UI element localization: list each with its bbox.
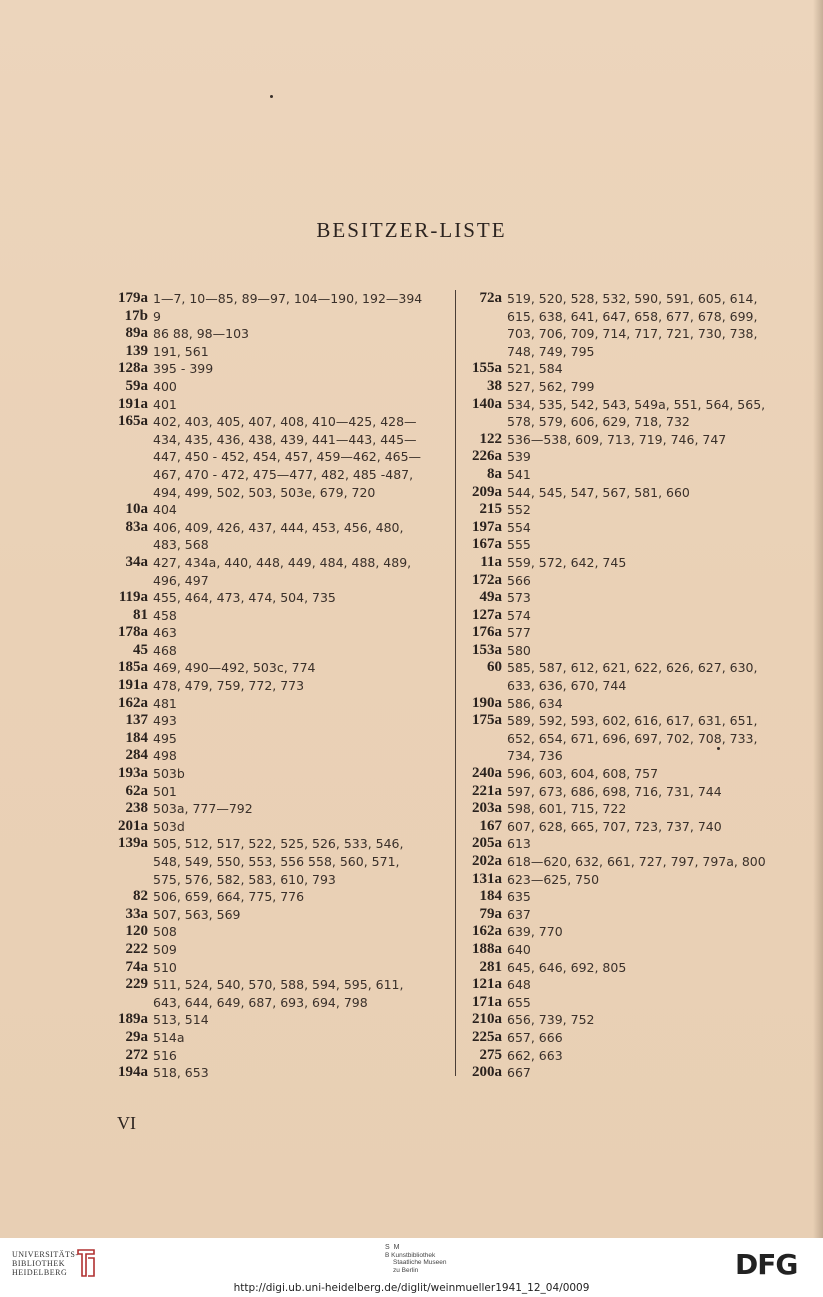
lot-numbers: 585, 587, 612, 621, 622, 626, 627, 630, 633, 636, 670, 744 (507, 660, 758, 694)
owner-entry (112, 1064, 437, 1082)
lot-numbers: 506, 659, 664, 775, 776 (153, 889, 305, 905)
lot-numbers: 402, 403, 405, 407, 408, 410—425, 428— 434, 435, 436, 438, 439, 441—443, 445— 447, 450 - 452, 454, 457, 459—462, 465— 467, 470 - 472, 475—477, 482, 485 -487, 494, 499, 502, 503, 503e, 679, 720 (153, 414, 422, 500)
lot-numbers: 513, 514 (153, 1012, 209, 1028)
owner-number: 79a (479, 905, 502, 922)
owner-entry (466, 1047, 786, 1065)
lot-numbers: 395 - 399 (153, 361, 214, 377)
owner-number: 122 (479, 430, 502, 447)
lot-numbers: 596, 603, 604, 608, 757 (507, 766, 659, 782)
lot-numbers: 455, 464, 473, 474, 504, 735 (153, 590, 336, 606)
owner-number: 221a (472, 782, 502, 799)
owner-entry (466, 783, 786, 801)
owner-number: 62a (125, 782, 148, 799)
owner-number: 34a (125, 553, 148, 570)
owner-number: 272 (125, 1046, 148, 1063)
owner-entry (112, 413, 437, 501)
lot-numbers: 573 (507, 590, 531, 606)
owner-entry (112, 659, 437, 677)
owner-number: 172a (472, 571, 502, 588)
owner-number: 275 (479, 1046, 502, 1063)
lot-numbers: 516 (153, 1047, 177, 1063)
lot-numbers: 623—625, 750 (507, 871, 600, 887)
owner-number: 201a (118, 817, 148, 834)
lot-numbers: 493 (153, 713, 177, 729)
owner-entry (112, 941, 437, 959)
owner-number: 29a (125, 1028, 148, 1045)
owner-number: 240a (472, 765, 502, 782)
owner-entry (112, 959, 437, 977)
owner-number: 162a (472, 923, 502, 940)
owner-entry (466, 1011, 786, 1029)
owner-entry (466, 484, 786, 502)
owner-number: 38 (487, 377, 502, 394)
owner-entry (112, 730, 437, 748)
lot-numbers: 481 (153, 695, 177, 711)
owner-number: 59a (125, 377, 148, 394)
lot-numbers: 555 (507, 537, 531, 553)
owner-entry (466, 554, 786, 572)
lot-numbers: 598, 601, 715, 722 (507, 801, 627, 817)
lot-numbers: 503b (153, 766, 185, 782)
owner-entry (112, 1029, 437, 1047)
lot-numbers: 657, 666 (507, 1029, 563, 1045)
owner-entry (466, 396, 786, 431)
source-url[interactable]: http://digi.ub.uni-heidelberg.de/diglit/weinmueller1941_12_04/0009 (233, 1282, 590, 1294)
lot-numbers: 635 (507, 889, 531, 905)
column-divider (455, 290, 456, 1076)
lot-numbers: 574 (507, 607, 531, 623)
owner-entry (466, 519, 786, 537)
lot-numbers: 534, 535, 542, 543, 549a, 551, 564, 565, 578, 579, 606, 629, 718, 732 (507, 396, 766, 430)
owner-number: 139a (118, 835, 148, 852)
smb-line: zu Berlin (393, 1266, 419, 1274)
owner-number: 202a (472, 853, 502, 869)
lot-numbers: 401 (153, 396, 177, 412)
owner-number: 155a (472, 360, 502, 377)
dfg-logo: DFG (735, 1248, 798, 1281)
owner-entry (112, 976, 437, 1011)
digitization-footer (0, 1238, 823, 1297)
owner-entry (466, 536, 786, 554)
owner-entry (112, 642, 437, 660)
owner-number: 83a (125, 518, 148, 535)
owner-number: 222 (125, 940, 148, 957)
owner-number: 284 (125, 747, 148, 764)
page-number: VI (117, 1113, 136, 1133)
lot-numbers: 458 (153, 607, 177, 623)
lot-numbers: 544, 545, 547, 567, 581, 660 (507, 484, 690, 500)
owner-entry (466, 1029, 786, 1047)
owner-entry (466, 871, 786, 889)
lot-numbers: 404 (153, 502, 177, 518)
owner-entry (466, 589, 786, 607)
owner-entry (466, 853, 786, 871)
owner-number: 10a (125, 501, 148, 518)
owner-number: 189a (118, 1011, 148, 1028)
owner-number: 200a (472, 1064, 502, 1081)
owner-entry (112, 396, 437, 414)
lot-numbers: 86 88, 98—103 (153, 326, 249, 342)
owner-number: 137 (125, 712, 148, 729)
owner-number: 191a (118, 395, 148, 412)
owner-entry (112, 607, 437, 625)
owner-entry (112, 624, 437, 642)
owner-number: 203a (472, 800, 502, 817)
owner-entry (112, 677, 437, 695)
lot-numbers: 607, 628, 665, 707, 723, 737, 740 (507, 818, 722, 834)
lot-numbers: 469, 490—492, 503c, 774 (153, 660, 316, 676)
university-logo-icon (74, 1246, 98, 1280)
lot-numbers: 511, 524, 540, 570, 588, 594, 595, 611, 643, 644, 649, 687, 693, 694, 798 (153, 977, 404, 1010)
owner-entry (466, 501, 786, 519)
owner-number: 193a (118, 765, 148, 782)
owner-number: 60 (487, 659, 502, 676)
owner-entry (112, 290, 437, 308)
lot-numbers: 618—620, 632, 661, 727, 797, 797a, 800 (507, 854, 766, 869)
lot-numbers: 552 (507, 502, 531, 518)
owner-number: 281 (479, 958, 502, 975)
smb-mark: S M (385, 1244, 401, 1251)
lot-numbers: 503d (153, 818, 185, 834)
lot-numbers: 509 (153, 941, 177, 957)
owner-entry (112, 906, 437, 924)
owner-entry (112, 747, 437, 765)
lot-numbers: 637 (507, 906, 531, 922)
owner-entry (112, 765, 437, 783)
owner-number: 205a (472, 835, 502, 852)
owner-number: 190a (472, 694, 502, 711)
owner-entry (112, 589, 437, 607)
owner-entry (466, 642, 786, 660)
owner-number: 185a (118, 659, 148, 676)
owner-entry (112, 1011, 437, 1029)
speck (270, 95, 273, 98)
owner-number: 8a (487, 465, 502, 482)
owner-number: 140a (472, 395, 502, 412)
owner-number: 131a (472, 870, 502, 887)
owner-number: 178a (118, 624, 148, 641)
university-line: BIBLIOTHEK (12, 1259, 65, 1268)
owner-number: 167a (472, 536, 502, 553)
lot-numbers: 468 (153, 642, 177, 658)
owner-entry (466, 466, 786, 484)
smb-line: B Kunstbibliothek (385, 1251, 436, 1259)
page-edge-shadow (813, 0, 823, 1238)
owner-number: 175a (472, 712, 502, 729)
owner-entry (112, 519, 437, 554)
owner-number: 74a (125, 958, 148, 975)
lot-numbers: 541 (507, 466, 531, 482)
owner-number: 176a (472, 624, 502, 641)
owner-number: 45 (133, 641, 148, 658)
owner-entry (466, 659, 786, 694)
owner-number: 194a (118, 1064, 148, 1081)
owner-entry (466, 906, 786, 924)
lot-numbers: 191, 561 (153, 343, 209, 359)
lot-numbers: 521, 584 (507, 361, 563, 377)
university-line: UNIVERSITÄTS- (12, 1250, 79, 1259)
owner-number: 184 (479, 888, 502, 905)
lot-numbers: 580 (507, 642, 531, 658)
lot-numbers: 667 (507, 1065, 531, 1081)
lot-numbers: 1—7, 10—85, 89—97, 104—190, 192—394 (153, 291, 423, 306)
owner-entry (112, 343, 437, 361)
owner-entry (112, 888, 437, 906)
owner-entry (466, 818, 786, 836)
lot-numbers: 427, 434a, 440, 448, 449, 484, 488, 489, 496, 497 (153, 554, 412, 588)
owner-number: 191a (118, 677, 148, 694)
lot-numbers: 527, 562, 799 (507, 378, 595, 394)
owner-number: 139 (125, 342, 148, 359)
owner-number: 120 (125, 923, 148, 940)
smb-line: Staatliche Museen (393, 1259, 447, 1266)
owner-number: 128a (118, 360, 148, 377)
lot-numbers: 9 (153, 308, 161, 324)
lot-numbers: 613 (507, 836, 531, 852)
owner-entry (112, 1047, 437, 1065)
owner-entry (112, 325, 437, 343)
owner-entry (466, 888, 786, 906)
owner-number: 184 (125, 729, 148, 746)
lot-numbers: 639, 770 (507, 924, 563, 940)
owner-number: 127a (472, 606, 502, 623)
owner-number: 72a (479, 290, 502, 306)
lot-numbers: 554 (507, 519, 531, 535)
lot-numbers: 662, 663 (507, 1047, 563, 1063)
owner-entry (466, 431, 786, 449)
smb-kunstbibliothek-label (385, 1244, 446, 1274)
lot-numbers: 586, 634 (507, 695, 563, 711)
lot-numbers: 400 (153, 378, 177, 394)
owner-number: 238 (125, 800, 148, 817)
lot-numbers: 508 (153, 924, 177, 940)
owner-entry (466, 290, 786, 360)
owner-number: 82 (133, 888, 148, 905)
lot-numbers: 539 (507, 449, 531, 465)
owner-entry (112, 800, 437, 818)
owner-number: 225a (472, 1028, 502, 1045)
owner-number: 81 (133, 606, 148, 623)
owner-number: 179a (118, 290, 148, 306)
owner-number: 210a (472, 1011, 502, 1028)
lot-numbers: 501 (153, 783, 177, 799)
lot-numbers: 536—538, 609, 713, 719, 746, 747 (507, 431, 727, 447)
owner-number: 197a (472, 518, 502, 535)
owner-number: 153a (472, 641, 502, 658)
lot-numbers: 519, 520, 528, 532, 590, 591, 605, 614, 615, 638, 641, 647, 658, 677, 678, 699, 703, 706, 709, 714, 717, 721, 730, 738, 748, 749, 795 (507, 291, 758, 359)
owner-entry (466, 1064, 786, 1082)
owner-entry (466, 800, 786, 818)
owner-entry (466, 976, 786, 994)
lot-numbers: 507, 563, 569 (153, 906, 241, 922)
owner-entry (112, 554, 437, 589)
owner-entry (466, 941, 786, 959)
owner-number: 17b (124, 307, 148, 324)
owner-entry (112, 378, 437, 396)
lot-numbers: 645, 646, 692, 805 (507, 959, 627, 975)
owner-list-right-column (466, 290, 786, 1082)
owner-entry (112, 818, 437, 836)
owner-entry (112, 712, 437, 730)
owner-entry (466, 923, 786, 941)
owner-number: 119a (118, 589, 148, 606)
owner-number: 121a (472, 976, 502, 993)
owner-entry (466, 712, 786, 765)
owner-entry (466, 994, 786, 1012)
owner-number: 167 (479, 817, 502, 834)
owner-number: 33a (125, 905, 148, 922)
lot-numbers: 510 (153, 959, 177, 975)
owner-number: 215 (479, 501, 502, 518)
lot-numbers: 648 (507, 977, 531, 993)
owner-entry (466, 572, 786, 590)
owner-number: 226a (472, 448, 502, 465)
lot-numbers: 589, 592, 593, 602, 616, 617, 631, 651, 652, 654, 671, 696, 697, 702, 708, 733, 734, 736 (507, 713, 758, 764)
lot-numbers: 559, 572, 642, 745 (507, 554, 627, 570)
lot-numbers: 656, 739, 752 (507, 1012, 595, 1028)
university-line: HEIDELBERG (12, 1268, 68, 1277)
owner-entry (466, 835, 786, 853)
lot-numbers: 597, 673, 686, 698, 716, 731, 744 (507, 783, 722, 799)
owner-entry (466, 378, 786, 396)
owner-entry (466, 448, 786, 466)
lot-numbers: 514a (153, 1029, 185, 1045)
owner-number: 89a (125, 325, 148, 342)
owner-entry (112, 695, 437, 713)
lot-numbers: 518, 653 (153, 1065, 209, 1081)
lot-numbers: 655 (507, 994, 531, 1010)
owner-entry (112, 308, 437, 326)
lot-numbers: 577 (507, 625, 531, 641)
owner-number: 188a (472, 940, 502, 957)
lot-numbers: 566 (507, 572, 531, 588)
owner-entry (466, 360, 786, 378)
lot-numbers: 505, 512, 517, 522, 525, 526, 533, 546, 548, 549, 550, 553, 556 558, 560, 571, 575, 576, 582, 583, 610, 793 (153, 836, 404, 887)
owner-number: 165a (118, 413, 148, 430)
owner-entry (466, 765, 786, 783)
owner-entry (112, 835, 437, 888)
lot-numbers: 498 (153, 748, 177, 764)
owner-entry (466, 959, 786, 977)
owner-entry (112, 783, 437, 801)
owner-number: 49a (479, 589, 502, 606)
owner-number: 171a (472, 993, 502, 1010)
owner-entry (466, 607, 786, 625)
owner-entry (112, 501, 437, 519)
lot-numbers: 406, 409, 426, 437, 444, 453, 456, 480, 483, 568 (153, 519, 404, 553)
owner-number: 11a (480, 553, 502, 570)
owner-entry (466, 695, 786, 713)
owner-entry (466, 624, 786, 642)
university-library-label (12, 1250, 79, 1277)
lot-numbers: 503a, 777—792 (153, 801, 253, 817)
owner-number: 209a (472, 483, 502, 500)
owner-entry (112, 360, 437, 378)
lot-numbers: 495 (153, 730, 177, 746)
lot-numbers: 478, 479, 759, 772, 773 (153, 678, 305, 694)
lot-numbers: 463 (153, 625, 177, 641)
owner-entry (112, 923, 437, 941)
owner-number: 229 (125, 976, 148, 993)
lot-numbers: 640 (507, 941, 531, 957)
owner-number: 162a (118, 694, 148, 711)
owner-list-left-column (112, 290, 437, 1082)
page-title: BESITZER-LISTE (316, 218, 507, 242)
